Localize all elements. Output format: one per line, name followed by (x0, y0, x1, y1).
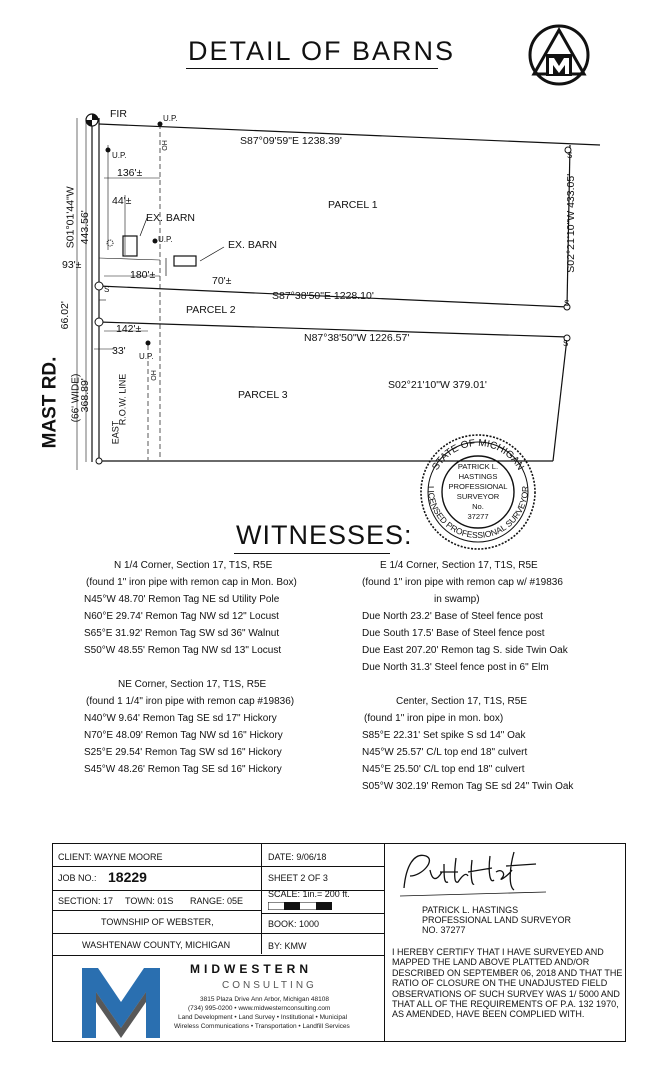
job-number: 18229 (108, 869, 147, 885)
witness-spacer (84, 659, 297, 676)
scale-field: SCALE: 1in.= 200 ft. (268, 889, 350, 899)
range-field: RANGE: 05E (190, 896, 244, 906)
witnesses-left (84, 557, 297, 778)
town-field: TOWN: 01S (125, 896, 174, 906)
divider (262, 913, 384, 914)
dim-180: 180'± (130, 269, 156, 281)
company-services: Wireless Communications • Transportation • Landfill Services (174, 1023, 350, 1030)
witness-line: S85°E 22.31' Set spike S sd 14" Oak (362, 730, 526, 741)
witness-line: N60°E 29.74' Remon Tag NW sd 12" Locust (84, 611, 279, 622)
overhead-line-label: OH (161, 140, 169, 151)
east-line-bearing: S02°21'10"W 433.05' (565, 173, 578, 273)
witness-heading: N 1/4 Corner, Section 17, T1S, R5E (114, 560, 273, 571)
witness-line: N40°W 9.64' Remon Tag SE sd 17" Hickory (84, 713, 277, 724)
road-name: MAST RD. (39, 356, 61, 449)
witness-line: N45°E 25.50' C/L top end 18" culvert (362, 764, 525, 775)
west-line-bearing: S01°01'44"W (64, 186, 77, 249)
witness-note: (found 1" iron pipe with remon cap in Mon. Box) (86, 577, 297, 588)
witness-note: (found 1" iron pipe in mon. box) (364, 713, 504, 724)
by-field: BY: KMW (268, 941, 307, 951)
client-field: CLIENT: WAYNE MOORE (58, 852, 163, 862)
witness-note: (found 1 1/4" iron pipe with remon cap #19836) (86, 696, 295, 707)
witness-heading: NE Corner, Section 17, T1S, R5E (118, 679, 267, 690)
seal-ring-top: STATE OF MICHIGAN (430, 437, 526, 473)
witness-line: Due South 17.5' Base of Steel fence post (362, 628, 545, 639)
parcel-1-label: PARCEL 1 (328, 199, 378, 211)
spike-label: S (567, 151, 573, 160)
dim-142: 142'± (116, 323, 142, 335)
dim-33: 33' (112, 345, 126, 357)
seal-line: PROFESSIONAL (448, 482, 508, 491)
witness-line: N70°E 48.09' Remon Tag NW sd 16" Hickory (84, 730, 283, 741)
west-line-distance-3: 368.89' (78, 378, 91, 413)
certification-text: I HEREBY CERTIFY THAT I HAVE SURVEYED AND MAPPED THE LAND ABOVE PLATTED AND/OR DESCRIBED ON SEPTEMBER 06, 2018 AND THAT THE RATIO OF CLOSURE ON THE UNADJUSTED FIELD OBSERVATIONS OF SUCH SURVEY WAS 1/ 5000 AND THAT ALL OF THE REQUIREMENTS OF P.A. 132 1970, AS AMENDED, HAVE BEEN COMPLIED WITH. (392, 947, 623, 1020)
witness-spacer (362, 676, 573, 693)
utility-pole-label: U.P. (112, 151, 127, 160)
sheet-field: SHEET 2 OF 3 (268, 873, 328, 883)
utility-pole-label: U.P. (163, 114, 178, 123)
dim-44: 44'± (112, 195, 132, 207)
company-name: MIDWESTERN (190, 962, 312, 976)
dim-66: 66.02' (58, 301, 71, 330)
dim-70: 70'± (212, 275, 232, 287)
seal-line: SURVEYOR (456, 492, 500, 501)
parcel-line-bearing-2: N87°38'50"W 1226.57' (304, 332, 410, 344)
seal-line: 37277 (467, 512, 489, 521)
surveyor-signature-icon (396, 846, 556, 902)
divider (53, 866, 384, 867)
spike-label: S (563, 339, 569, 348)
west-line-distance: 443.56' (78, 210, 91, 245)
witness-line: Due North 31.3' Steel fence post in 6" Elm (362, 662, 549, 673)
utility-pole-label: U.P. (139, 352, 154, 361)
divider (53, 955, 384, 956)
witness-line: S05°W 302.19' Remon Tag SE sd 24" Twin Oak (362, 781, 574, 792)
witness-note: in swamp) (434, 594, 480, 605)
witness-heading: Center, Section 17, T1S, R5E (396, 696, 528, 707)
witness-line: N45°W 48.70' Remon Tag NE sd Utility Pole (84, 594, 280, 605)
job-label: JOB NO.: (58, 873, 97, 883)
parcel-line-bearing: S87°38'50"E 1228.10' (272, 290, 374, 302)
witnesses-right (362, 557, 573, 795)
page-title: DETAIL OF BARNS (188, 36, 456, 66)
seal-line: HASTINGS (458, 472, 498, 481)
fir-label: FIR (110, 108, 127, 120)
ex-barn-2-label: EX. BARN (228, 239, 278, 251)
spike-label: S (564, 299, 570, 308)
section-field: SECTION: 17 (58, 896, 114, 906)
witness-line: S65°E 31.92' Remon Tag SW sd 36" Walnut (84, 628, 280, 639)
divider (261, 844, 262, 954)
witness-line: N45°W 25.57' C/L top end 18" culvert (362, 747, 528, 758)
witness-line: S50°W 48.55' Remon Tag NW sd 13" Locust (84, 645, 282, 656)
north-line-bearing: S87°09'59"E 1238.39' (240, 135, 342, 147)
company-subtitle: CONSULTING (222, 980, 317, 991)
ex-barn-1-label: EX. BARN (146, 212, 196, 224)
dim-93: 93'± (62, 259, 82, 271)
witness-heading: E 1/4 Corner, Section 17, T1S, R5E (380, 560, 538, 571)
parcel-2-label: PARCEL 2 (186, 304, 236, 316)
divider (384, 844, 385, 1041)
witnesses-title: WITNESSES: (236, 520, 413, 550)
overhead-line-label: OH (150, 370, 158, 381)
spike-label: S (104, 285, 110, 294)
township-field: TOWNSHIP OF WEBSTER, (101, 917, 214, 927)
surveyor-title: PROFESSIONAL LAND SURVEYOR (422, 915, 572, 925)
scale-bar-icon (268, 902, 332, 910)
plat-drawing (0, 0, 650, 520)
surveyor-name: PATRICK L. HASTINGS (422, 905, 519, 915)
book-field: BOOK: 1000 (268, 919, 320, 929)
row-line-east: EAST (110, 420, 121, 445)
witnesses-underline (234, 553, 390, 554)
witness-line: S45°W 48.26' Remon Tag SE sd 16" Hickory (84, 764, 282, 775)
company-address: 3815 Plaza Drive Ann Arbor, Michigan 48108 (200, 996, 330, 1003)
east-line-bearing-3: S02°21'10"W 379.01' (388, 379, 487, 391)
date-field: DATE: 9/06/18 (268, 852, 327, 862)
surveyor-number: NO. 37277 (422, 925, 466, 935)
company-services: Land Development • Land Survey • Institutional • Municipal (178, 1014, 348, 1021)
witness-line: Due East 207.20' Remon tag S. side Twin Oak (362, 645, 568, 656)
witness-line: Due North 23.2' Base of Steel fence post (362, 611, 543, 622)
seal-line: No. (472, 502, 484, 511)
divider (53, 933, 384, 934)
seal-line: PATRICK L. (457, 462, 499, 471)
midwestern-m-logo-icon (74, 962, 168, 1038)
company-phone: (734) 995-0200 • www.midwesternconsulting.com (188, 1005, 331, 1012)
row-line-label: R.O.W. LINE (117, 373, 128, 426)
utility-pole-label: U.P. (158, 235, 173, 244)
seal-ring-bottom: LICENSED PROFESSIONAL SURVEYOR (425, 485, 531, 541)
parcel-3-label: PARCEL 3 (238, 389, 288, 401)
dim-136: 136'± (117, 167, 143, 179)
witness-note: (found 1" iron pipe with remon cap w/ #19836 (362, 577, 563, 588)
road-width: (66' WIDE) (70, 373, 82, 423)
witness-line: S25°E 29.54' Remon Tag SW sd 16" Hickory (84, 747, 282, 758)
county-field: WASHTENAW COUNTY, MICHIGAN (82, 940, 231, 950)
seal-text (442, 462, 514, 522)
divider (53, 910, 261, 911)
